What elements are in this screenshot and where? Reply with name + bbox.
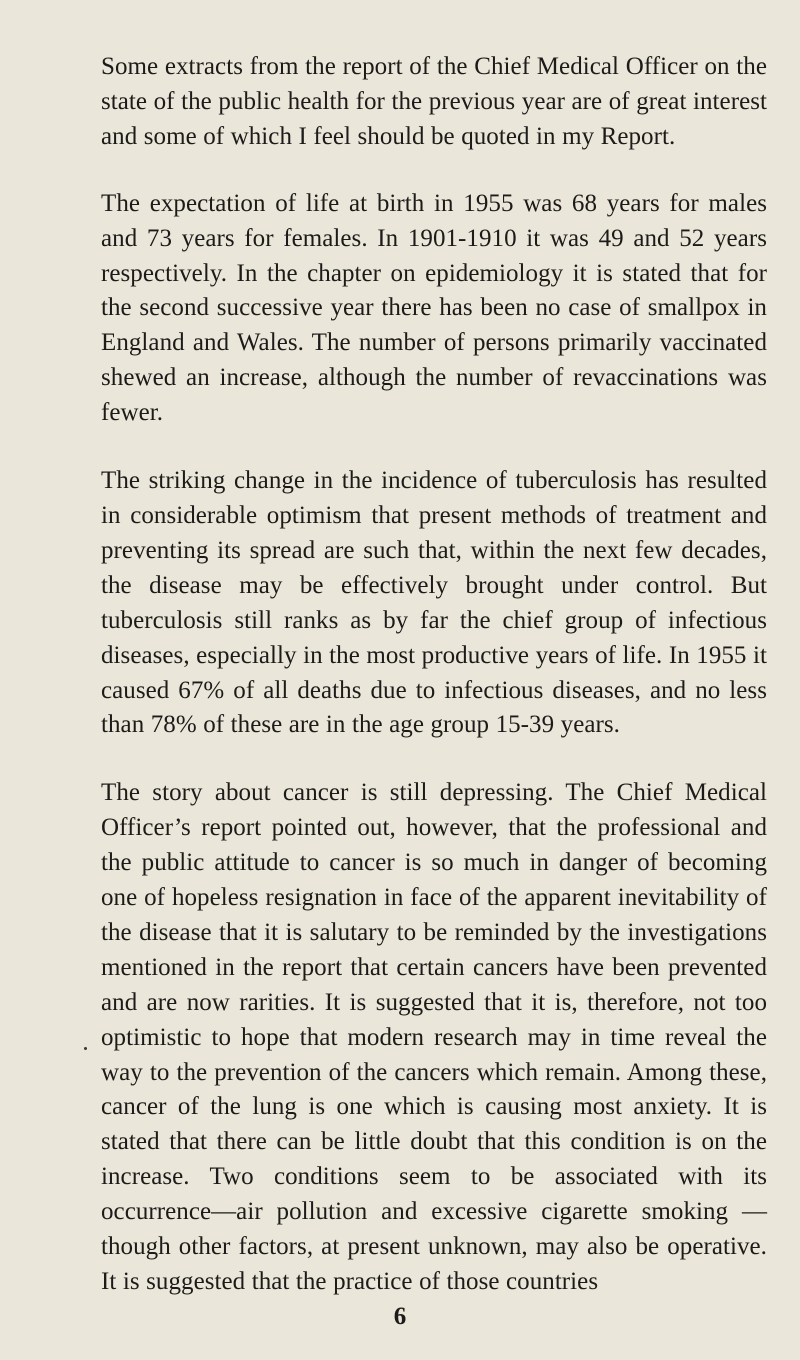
paragraph-cancer: The story about cancer is still depressing. The Chief Medical Officer’s report pointed out, however, that the professional and the public attitude to cancer is so much in danger of becoming one of hopeless resignation in face of the apparent inevitability of the disease that it is salutary to be reminded by the investigations mentioned in the report that certain cancers have been prevented and are now rarities. It is suggested that it is, therefore, not too optimistic to hope that modern research may in time reveal the way to the prevention of the cancers which remain. Among these, cancer of the lung is one which is causing most anxiety. It is stated that there can be little doubt that this condition is on the increase. Two conditions seem to be associated with its occurrence—air pollution and excessive cigarette smoking —though other factors, at present unknown, may also be operative. It is suggested that the practice of those countries — [101, 779, 767, 1295]
paragraph-intro: Some extracts from the report of the Chief Medical Officer on the state of the public health for the previous year are of great interest and some of which I feel should be quoted in my Report. — [101, 53, 767, 150]
paragraph-life-expectancy: The expectation of life at birth in 1955 was 68 years for males and 73 years for females. In 1901-1910 it was 49 and 52 years respectively. In the chapter on epidemiology it is stated that for the second successive year there has been no case of smallpox in England and Wales. The number of persons primarily vaccinated shewed an increase, although the number of revaccinations was fewer. — [101, 189, 767, 427]
body-text — [101, 50, 767, 1332]
stray-ink-dot — [84, 1047, 87, 1050]
paragraph-tuberculosis: The striking change in the incidence of tuberculosis has resulted in considerable optimism that present methods of treatment and preventing its spread are such that, within the next few decades, the disease may be effectively brought under control. But tuberculosis still ranks as by far the chief group of infectious diseases, especially in the most productive years of life. In 1955 it caused 67% of all deaths due to infectious diseases, and no less than 78% of these are in the age group 15-39 years. — [101, 467, 767, 739]
page-number: 6 — [393, 1303, 407, 1330]
